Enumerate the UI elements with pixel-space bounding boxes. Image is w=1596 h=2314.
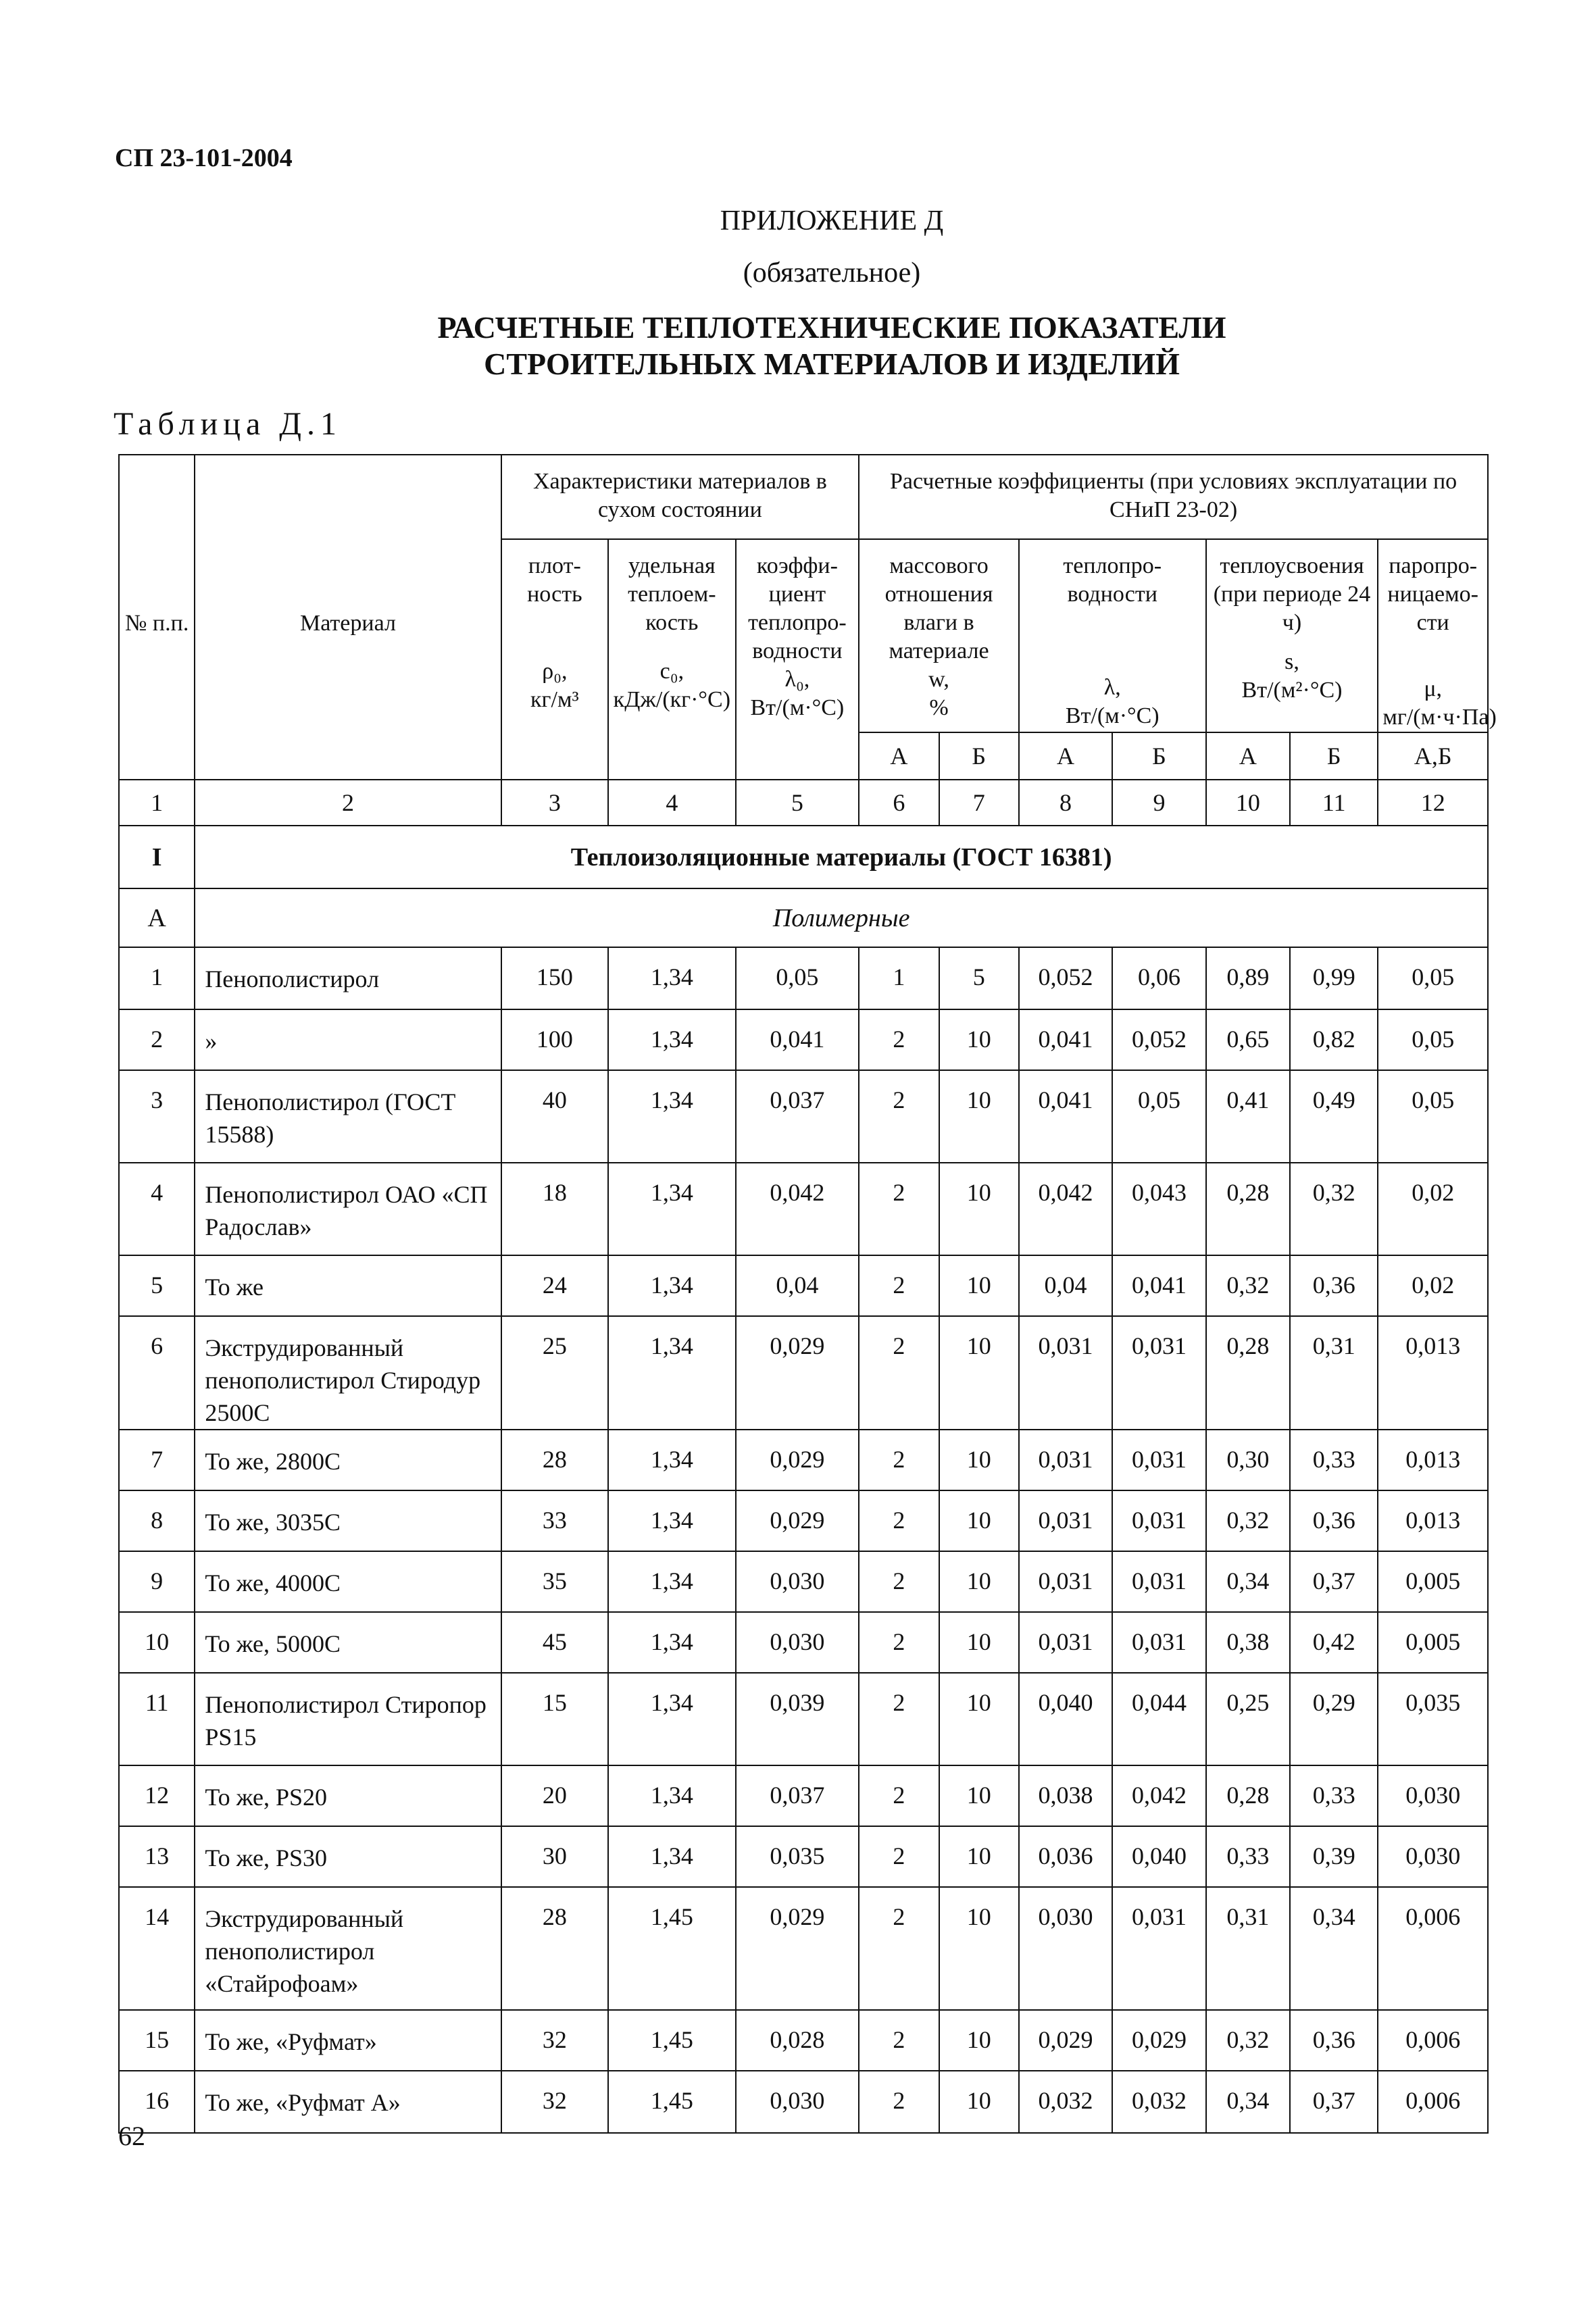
conductivity-value: 0,029 — [736, 1887, 859, 2010]
thermal-cond-b-value: 0,052 — [1112, 1009, 1205, 1070]
header-heatcap-symbol: c₀, — [659, 659, 684, 684]
density-value: 33 — [501, 1490, 608, 1551]
moisture-a-value: 2 — [859, 1430, 939, 1490]
moisture-b-value: 10 — [939, 1673, 1019, 1765]
row-number: 12 — [119, 1765, 195, 1826]
page-number: 62 — [118, 2121, 145, 2151]
absorption-b-value: 0,36 — [1290, 1255, 1378, 1316]
thermal-cond-b-value: 0,032 — [1112, 2071, 1205, 2133]
vapor-perm-value: 0,006 — [1378, 2010, 1488, 2071]
column-number: 6 — [859, 780, 939, 826]
moisture-a-value: 2 — [859, 1163, 939, 1255]
header-density-symbol: ρ₀, — [542, 659, 568, 684]
thermal-cond-b-value: 0,043 — [1112, 1163, 1205, 1255]
moisture-b-value: 10 — [939, 1765, 1019, 1826]
header-moist — [859, 539, 1019, 732]
thermal-cond-b-value: 0,029 — [1112, 2010, 1205, 2071]
moisture-a-value: 1 — [859, 947, 939, 1009]
density-value: 20 — [501, 1765, 608, 1826]
vapor-perm-value: 0,013 — [1378, 1490, 1488, 1551]
thermal-cond-a-value: 0,041 — [1019, 1070, 1112, 1163]
subheader-a: А — [1019, 732, 1112, 780]
header-vapor — [1378, 539, 1497, 732]
material-name: Пенополистирол (ГОСТ 15588) — [195, 1070, 501, 1163]
material-name: Экструдированный пенополистирол Стиродур 2500С — [195, 1316, 501, 1430]
column-number: 9 — [1112, 780, 1205, 826]
vapor-perm-value: 0,005 — [1378, 1612, 1488, 1673]
absorption-a-value: 0,89 — [1206, 947, 1290, 1009]
thermal-cond-a-value: 0,041 — [1019, 1009, 1112, 1070]
heatcap-value: 1,34 — [608, 1612, 736, 1673]
table-row — [119, 1551, 1488, 1612]
row-number: 9 — [119, 1551, 195, 1612]
moisture-a-value: 2 — [859, 1673, 939, 1765]
conductivity-value: 0,030 — [736, 2071, 859, 2133]
absorption-b-value: 0,31 — [1290, 1316, 1378, 1430]
absorption-a-value: 0,34 — [1206, 1551, 1290, 1612]
absorption-a-value: 0,32 — [1206, 1255, 1290, 1316]
material-name: Пенополистирол ОАО «СП Радослав» — [195, 1163, 501, 1255]
header-vapor-unit: μ, мг/(м·ч·Па) — [1382, 676, 1497, 730]
heatcap-value: 1,34 — [608, 947, 736, 1009]
row-number: 2 — [119, 1009, 195, 1070]
vapor-perm-value: 0,005 — [1378, 1551, 1488, 1612]
heatcap-value: 1,34 — [608, 1490, 736, 1551]
conductivity-value: 0,037 — [736, 1070, 859, 1163]
moisture-a-value: 2 — [859, 1551, 939, 1612]
material-name: То же, 4000С — [195, 1551, 501, 1612]
absorption-b-value: 0,33 — [1290, 1765, 1378, 1826]
density-value: 40 — [501, 1070, 608, 1163]
thermal-cond-a-value: 0,04 — [1019, 1255, 1112, 1316]
conductivity-value: 0,029 — [736, 1316, 859, 1430]
section-number: I — [119, 826, 195, 888]
row-number: 7 — [119, 1430, 195, 1490]
row-number: 15 — [119, 2010, 195, 2071]
absorption-a-value: 0,32 — [1206, 2010, 1290, 2071]
column-number: 1 — [119, 780, 195, 826]
header-cond-label: коэффи-циент теплопро-водности — [748, 553, 847, 663]
header-tcond-label: теплопро-водности — [1063, 553, 1162, 607]
density-value: 25 — [501, 1316, 608, 1430]
thermal-cond-a-value: 0,030 — [1019, 1887, 1112, 2010]
absorption-b-value: 0,99 — [1290, 947, 1378, 1009]
heatcap-value: 1,45 — [608, 1887, 736, 2010]
density-value: 150 — [501, 947, 608, 1009]
header-absorb-unit: Вт/(м²·°С) — [1241, 678, 1343, 703]
conductivity-value: 0,037 — [736, 1765, 859, 1826]
row-number: 13 — [119, 1826, 195, 1887]
absorption-a-value: 0,25 — [1206, 1673, 1290, 1765]
conductivity-value: 0,041 — [736, 1009, 859, 1070]
absorption-a-value: 0,28 — [1206, 1765, 1290, 1826]
appendix-note: (обязательное) — [743, 257, 921, 288]
thermal-cond-a-value: 0,042 — [1019, 1163, 1112, 1255]
material-name: » — [195, 1009, 501, 1070]
conductivity-value: 0,039 — [736, 1673, 859, 1765]
moisture-b-value: 10 — [939, 1163, 1019, 1255]
vapor-perm-value: 0,030 — [1378, 1765, 1488, 1826]
conductivity-value: 0,028 — [736, 2010, 859, 2071]
table-row — [119, 1430, 1488, 1490]
subsection-number: А — [119, 888, 195, 947]
subheader-ab: А,Б — [1378, 732, 1488, 780]
data-table — [118, 454, 1497, 2134]
thermal-cond-a-value: 0,036 — [1019, 1826, 1112, 1887]
column-number: 11 — [1290, 780, 1378, 826]
section-title: Теплоизоляционные материалы (ГОСТ 16381) — [195, 826, 1488, 888]
absorption-b-value: 0,29 — [1290, 1673, 1378, 1765]
table-row — [119, 1765, 1488, 1826]
vapor-perm-value: 0,006 — [1378, 1887, 1488, 2010]
thermal-cond-b-value: 0,031 — [1112, 1430, 1205, 1490]
heatcap-value: 1,45 — [608, 2071, 736, 2133]
heatcap-value: 1,34 — [608, 1316, 736, 1430]
conductivity-value: 0,035 — [736, 1826, 859, 1887]
table-row — [119, 1070, 1488, 1163]
row-number: 3 — [119, 1070, 195, 1163]
row-number: 6 — [119, 1316, 195, 1430]
header-moist-symbol: w, — [928, 667, 949, 692]
row-number: 4 — [119, 1163, 195, 1255]
moisture-b-value: 10 — [939, 1316, 1019, 1430]
header-density-unit: кг/м³ — [530, 687, 579, 712]
moisture-a-value: 2 — [859, 1490, 939, 1551]
column-number: 10 — [1206, 780, 1290, 826]
header-heatcap-unit: кДж/(кг·°С) — [613, 687, 731, 712]
thermal-cond-b-value: 0,06 — [1112, 947, 1205, 1009]
header-absorb-label: теплоусвоения (при периоде 24 ч) — [1213, 553, 1371, 635]
density-value: 18 — [501, 1163, 608, 1255]
vapor-perm-value: 0,035 — [1378, 1673, 1488, 1765]
column-number: 5 — [736, 780, 859, 826]
absorption-b-value: 0,34 — [1290, 1887, 1378, 2010]
thermal-cond-b-value: 0,040 — [1112, 1826, 1205, 1887]
moisture-a-value: 2 — [859, 1255, 939, 1316]
header-dry-group: Характеристики материалов в сухом состоянии — [501, 455, 859, 539]
moisture-b-value: 10 — [939, 1070, 1019, 1163]
thermal-cond-a-value: 0,031 — [1019, 1430, 1112, 1490]
heatcap-value: 1,34 — [608, 1255, 736, 1316]
heatcap-value: 1,34 — [608, 1163, 736, 1255]
density-value: 45 — [501, 1612, 608, 1673]
header-density-label: плот-ность — [527, 553, 582, 607]
absorption-a-value: 0,38 — [1206, 1612, 1290, 1673]
vapor-perm-value: 0,013 — [1378, 1430, 1488, 1490]
header-cond-unit: Вт/(м·°С) — [750, 695, 845, 720]
row-number: 1 — [119, 947, 195, 1009]
absorption-b-value: 0,82 — [1290, 1009, 1378, 1070]
thermal-cond-a-value: 0,032 — [1019, 2071, 1112, 2133]
moisture-a-value: 2 — [859, 1070, 939, 1163]
header-absorb-symbol: s, — [1285, 649, 1299, 674]
material-name: То же, 2800С — [195, 1430, 501, 1490]
appendix-title: ПРИЛОЖЕНИЕ Д — [720, 205, 944, 236]
absorption-b-value: 0,37 — [1290, 1551, 1378, 1612]
subsection-title: Полимерные — [195, 888, 1488, 947]
material-name: То же, «Руфмат А» — [195, 2071, 501, 2133]
subheader-a: А — [859, 732, 939, 780]
heatcap-value: 1,34 — [608, 1070, 736, 1163]
header-tcond-unit: Вт/(м·°С) — [1065, 703, 1159, 728]
moisture-b-value: 10 — [939, 1551, 1019, 1612]
vapor-perm-value: 0,05 — [1378, 1070, 1488, 1163]
thermal-cond-b-value: 0,042 — [1112, 1765, 1205, 1826]
main-title — [0, 309, 1596, 382]
heatcap-value: 1,34 — [608, 1673, 736, 1765]
moisture-b-value: 10 — [939, 1887, 1019, 2010]
thermal-cond-a-value: 0,038 — [1019, 1765, 1112, 1826]
moisture-a-value: 2 — [859, 1765, 939, 1826]
table-row — [119, 2071, 1488, 2133]
absorption-b-value: 0,39 — [1290, 1826, 1378, 1887]
main-title-line1: РАСЧЕТНЫЕ ТЕПЛОТЕХНИЧЕСКИЕ ПОКАЗАТЕЛИ — [437, 310, 1226, 345]
column-number: 8 — [1019, 780, 1112, 826]
density-value: 100 — [501, 1009, 608, 1070]
header-absorb — [1206, 539, 1378, 732]
thermal-cond-a-value: 0,031 — [1019, 1612, 1112, 1673]
conductivity-value: 0,042 — [736, 1163, 859, 1255]
density-value: 15 — [501, 1673, 608, 1765]
header-moist-unit: % — [929, 695, 949, 720]
material-name: Пенополистирол — [195, 947, 501, 1009]
subheader-b: Б — [1112, 732, 1205, 780]
absorption-a-value: 0,34 — [1206, 2071, 1290, 2133]
density-value: 32 — [501, 2071, 608, 2133]
conductivity-value: 0,030 — [736, 1551, 859, 1612]
header-heatcap-label: удельная теплоем-кость — [628, 553, 716, 635]
heatcap-value: 1,45 — [608, 2010, 736, 2071]
row-number: 11 — [119, 1673, 195, 1765]
heatcap-value: 1,34 — [608, 1826, 736, 1887]
heatcap-value: 1,34 — [608, 1765, 736, 1826]
table-caption: Таблица Д.1 — [114, 406, 343, 442]
absorption-b-value: 0,36 — [1290, 1490, 1378, 1551]
material-name: То же, 5000С — [195, 1612, 501, 1673]
thermal-cond-b-value: 0,031 — [1112, 1551, 1205, 1612]
column-number: 7 — [939, 780, 1019, 826]
thermal-cond-b-value: 0,041 — [1112, 1255, 1205, 1316]
moisture-b-value: 10 — [939, 1255, 1019, 1316]
table-row — [119, 1826, 1488, 1887]
column-number: 3 — [501, 780, 608, 826]
moisture-b-value: 10 — [939, 1009, 1019, 1070]
thermal-cond-b-value: 0,05 — [1112, 1070, 1205, 1163]
conductivity-value: 0,030 — [736, 1612, 859, 1673]
conductivity-value: 0,05 — [736, 947, 859, 1009]
material-name: То же — [195, 1255, 501, 1316]
thermal-cond-a-value: 0,029 — [1019, 2010, 1112, 2071]
table-row — [119, 1316, 1488, 1430]
vapor-perm-value: 0,013 — [1378, 1316, 1488, 1430]
density-value: 28 — [501, 1430, 608, 1490]
density-value: 30 — [501, 1826, 608, 1887]
thermal-cond-b-value: 0,031 — [1112, 1316, 1205, 1430]
header-tcond — [1019, 539, 1206, 732]
moisture-b-value: 10 — [939, 2010, 1019, 2071]
moisture-b-value: 10 — [939, 2071, 1019, 2133]
absorption-b-value: 0,37 — [1290, 2071, 1378, 2133]
absorption-a-value: 0,28 — [1206, 1316, 1290, 1430]
column-number: 4 — [608, 780, 736, 826]
thermal-cond-a-value: 0,031 — [1019, 1316, 1112, 1430]
header-vapor-label: паропро-ницаемо-сти — [1387, 553, 1478, 635]
density-value: 32 — [501, 2010, 608, 2071]
vapor-perm-value: 0,02 — [1378, 1255, 1488, 1316]
row-number: 16 — [119, 2071, 195, 2133]
moisture-b-value: 10 — [939, 1490, 1019, 1551]
thermal-cond-b-value: 0,031 — [1112, 1887, 1205, 2010]
subheader-b: Б — [1290, 732, 1378, 780]
thermal-cond-a-value: 0,031 — [1019, 1490, 1112, 1551]
table-row — [119, 1673, 1488, 1765]
absorption-a-value: 0,33 — [1206, 1826, 1290, 1887]
moisture-b-value: 10 — [939, 1612, 1019, 1673]
heatcap-value: 1,34 — [608, 1009, 736, 1070]
moisture-a-value: 2 — [859, 1612, 939, 1673]
table-row — [119, 1009, 1488, 1070]
table-row — [119, 2010, 1488, 2071]
absorption-a-value: 0,31 — [1206, 1887, 1290, 2010]
thermal-cond-b-value: 0,031 — [1112, 1612, 1205, 1673]
vapor-perm-value: 0,02 — [1378, 1163, 1488, 1255]
heatcap-value: 1,34 — [608, 1430, 736, 1490]
conductivity-value: 0,029 — [736, 1490, 859, 1551]
material-name: Пенополистирол Стиропор PS15 — [195, 1673, 501, 1765]
main-title-line2: СТРОИТЕЛЬНЫХ МАТЕРИАЛОВ И ИЗДЕЛИЙ — [484, 347, 1180, 381]
moisture-a-value: 2 — [859, 2010, 939, 2071]
thermal-cond-a-value: 0,040 — [1019, 1673, 1112, 1765]
table-body — [119, 947, 1488, 2133]
moisture-a-value: 2 — [859, 1316, 939, 1430]
vapor-perm-value: 0,05 — [1378, 1009, 1488, 1070]
density-value: 28 — [501, 1887, 608, 2010]
moisture-b-value: 5 — [939, 947, 1019, 1009]
absorption-b-value: 0,32 — [1290, 1163, 1378, 1255]
absorption-b-value: 0,42 — [1290, 1612, 1378, 1673]
absorption-b-value: 0,36 — [1290, 2010, 1378, 2071]
table-row — [119, 1163, 1488, 1255]
moisture-a-value: 2 — [859, 1009, 939, 1070]
conductivity-value: 0,04 — [736, 1255, 859, 1316]
absorption-a-value: 0,32 — [1206, 1490, 1290, 1551]
row-number: 14 — [119, 1887, 195, 2010]
row-number: 5 — [119, 1255, 195, 1316]
subheader-b: Б — [939, 732, 1019, 780]
density-value: 24 — [501, 1255, 608, 1316]
thermal-cond-a-value: 0,031 — [1019, 1551, 1112, 1612]
material-name: Экструдированный пенополистирол «Стайрофоам» — [195, 1887, 501, 2010]
column-number: 12 — [1378, 780, 1488, 826]
vapor-perm-value: 0,030 — [1378, 1826, 1488, 1887]
conductivity-value: 0,029 — [736, 1430, 859, 1490]
absorption-a-value: 0,65 — [1206, 1009, 1290, 1070]
moisture-a-value: 2 — [859, 1826, 939, 1887]
header-num: № п.п. — [119, 455, 195, 780]
absorption-b-value: 0,33 — [1290, 1430, 1378, 1490]
header-tcond-symbol: λ, — [1103, 675, 1121, 700]
subheader-a: А — [1206, 732, 1290, 780]
material-name: То же, PS30 — [195, 1826, 501, 1887]
row-number: 10 — [119, 1612, 195, 1673]
vapor-perm-value: 0,05 — [1378, 947, 1488, 1009]
table-row — [119, 1255, 1488, 1316]
header-material: Материал — [195, 455, 501, 780]
moisture-b-value: 10 — [939, 1430, 1019, 1490]
density-value: 35 — [501, 1551, 608, 1612]
material-name: То же, «Руфмат» — [195, 2010, 501, 2071]
thermal-cond-a-value: 0,052 — [1019, 947, 1112, 1009]
header-moist-label: массового отношения влаги в материале — [884, 553, 993, 663]
absorption-a-value: 0,28 — [1206, 1163, 1290, 1255]
header-calc-group: Расчетные коэффициенты (при условиях эксплуатации по СНиП 23-02) — [859, 455, 1488, 539]
moisture-a-value: 2 — [859, 2071, 939, 2133]
header-heatcap — [608, 539, 736, 780]
table-row — [119, 1490, 1488, 1551]
absorption-b-value: 0,49 — [1290, 1070, 1378, 1163]
material-name: То же, 3035С — [195, 1490, 501, 1551]
thermal-cond-b-value: 0,044 — [1112, 1673, 1205, 1765]
moisture-b-value: 10 — [939, 1826, 1019, 1887]
document-code: СП 23-101-2004 — [115, 144, 293, 172]
table-row — [119, 1612, 1488, 1673]
absorption-a-value: 0,30 — [1206, 1430, 1290, 1490]
row-number: 8 — [119, 1490, 195, 1551]
column-number: 2 — [195, 780, 501, 826]
header-density — [501, 539, 608, 780]
material-name: То же, PS20 — [195, 1765, 501, 1826]
table-row — [119, 1887, 1488, 2010]
vapor-perm-value: 0,006 — [1378, 2071, 1488, 2133]
table-row — [119, 947, 1488, 1009]
moisture-a-value: 2 — [859, 1887, 939, 2010]
header-cond-symbol: λ₀, — [784, 667, 810, 692]
heatcap-value: 1,34 — [608, 1551, 736, 1612]
thermal-cond-b-value: 0,031 — [1112, 1490, 1205, 1551]
absorption-a-value: 0,41 — [1206, 1070, 1290, 1163]
header-cond — [736, 539, 859, 780]
